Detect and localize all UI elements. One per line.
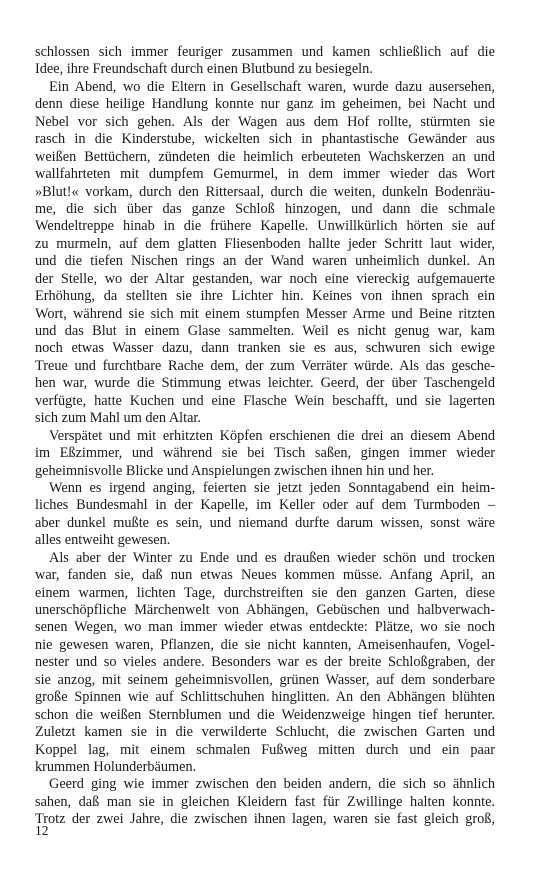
text-line: und das Blut in einem Glase sammelten. Weil es nicht genug war, kam bbox=[35, 323, 495, 339]
text-line: zu murmeln, auf dem glatten Fliesenboden hallte jeder Schritt laut wider, bbox=[35, 235, 495, 252]
text-line: »Blut!« vorkam, durch den Rittersaal, durch die weiten, dunkeln Bodenräu- bbox=[35, 183, 495, 200]
paragraph bbox=[35, 550, 495, 777]
text-line: denn diese heilige Handlung konnte nur ganz im geheimen, bei Nacht und bbox=[35, 96, 495, 113]
text-line: Idee, ihre Freundschaft durch einen Blutbund zu besiegeln. bbox=[35, 61, 373, 78]
text-line: sahen, daß man sie in gleichen Kleidern fast für Zwillinge halten konnte. bbox=[35, 793, 495, 810]
text-line: war, fanden sie, daß nun etwas Neues kommen müsse. Anfang April, an bbox=[35, 567, 495, 584]
text-line: sich zum Mahl um den Altar. bbox=[35, 410, 201, 427]
text-line: geheimnisvolle Blicke und Anspielungen zwischen ihnen hin und her. bbox=[35, 462, 435, 479]
text-line: Wenn es irgend anging, feierten sie jetzt jeden Sonntagabend ein heim- bbox=[49, 479, 495, 496]
text-line: Erhöhung, da stellten sie ihre Lichter hin. Keines von ihnen sprach ein bbox=[35, 288, 495, 305]
text-line: Treue und furchtbare Rache dem, der zum Verräter würde. Als das gesche- bbox=[35, 357, 495, 374]
paragraph bbox=[35, 428, 495, 480]
paragraph bbox=[35, 79, 495, 428]
text-line: Wendeltreppe hinab in die frühere Kapelle. Unwillkürlich hörten sie auf bbox=[35, 218, 495, 235]
text-line: Nebel vor sich gehen. Als der Wagen aus dem Hof rollte, stürmten sie bbox=[35, 113, 495, 130]
paragraph bbox=[35, 44, 495, 79]
body-text bbox=[35, 44, 495, 829]
text-line: einem warmen, lichten Tage, durchstreiften sie den ganzen Garten, diese bbox=[35, 584, 495, 601]
text-line: große Spinnen wie auf Schlittschuhen hinglitten. An den Abhängen blühten bbox=[35, 689, 495, 706]
page-number: 12 bbox=[35, 823, 49, 838]
text-line: nester und so vieles andere. Besonders war es der breite Schloßgraben, der bbox=[35, 654, 495, 671]
text-line: Verspätet und mit erhitzten Köpfen erschienen die drei an diesem Abend bbox=[49, 427, 495, 444]
text-line: Zuletzt kamen sie in die verwilderte Schlucht, die zwischen Garten und bbox=[35, 724, 495, 741]
text-line: der Stelle, wo der Altar gestanden, war noch eine viereckig aufgemauerte bbox=[35, 270, 495, 287]
text-line: Trotz der zwei Jahre, die zwischen ihnen lagen, waren sie fast gleich groß, bbox=[35, 811, 495, 828]
text-line: wallfahrteten mit dumpfem Gemurmel, in dem immer wieder das Wort bbox=[35, 166, 495, 183]
text-line: alles entweiht gewesen. bbox=[35, 532, 171, 549]
text-line: Wort, während sie sich mit einem stumpfen Messer Arme und Beine ritzten bbox=[35, 305, 495, 322]
text-line: hen war, wurde die Stimmung etwas leichter. Geerd, der über Taschengeld bbox=[35, 375, 495, 392]
text-line: und die tiefen Nischen rings an der Wand waren unheimlich dunkel. An bbox=[35, 253, 495, 270]
text-line: aber dunkel mußte es sein, und niemand durfte darum wissen, sonst wäre bbox=[35, 514, 495, 531]
text-line: Als aber der Winter zu Ende und es draußen wieder schön und trocken bbox=[49, 549, 495, 566]
paragraph bbox=[35, 480, 495, 550]
text-line: im Eßzimmer, und während sie bei Tisch saßen, gingen immer wieder bbox=[35, 445, 495, 462]
text-line: unerschöpfliche Märchenwelt von Abhängen, Gebüschen und halbverwach- bbox=[35, 602, 495, 618]
text-line: senen Wegen, wo man immer wieder etwas entdeckte: Plätze, wo sie noch bbox=[35, 619, 495, 636]
text-line: me, die sich über das ganze Schloß hinzogen, und dann die schmale bbox=[35, 200, 495, 217]
text-line: Koppel lag, mit einem schmalen Fußweg mitten durch und ein paar bbox=[35, 741, 495, 758]
text-line: Geerd ging wie immer zwischen den beiden andern, die sich so ähnlich bbox=[49, 776, 495, 793]
text-line: noch etwas Wasser dazu, dann tranken sie es aus, schwuren sich ewige bbox=[35, 340, 495, 357]
text-line: weißen Bettüchern, zündeten die heimlich erbeuteten Wachskerzen an und bbox=[35, 148, 495, 165]
text-line: schlossen sich immer feuriger zusammen und kamen schließlich auf die bbox=[35, 44, 495, 60]
text-line: Ein Abend, wo die Eltern in Gesellschaft waren, wurde dazu ausersehen, bbox=[49, 78, 495, 95]
text-line: sie anzog, mit seinem geheimnisvollen, grünen Wasser, auf dem sonderbare bbox=[35, 671, 495, 688]
text-line: liches Bundesmahl in der Kapelle, im Keller oder auf dem Turmboden – bbox=[35, 497, 495, 514]
text-line: krummen Holunderbäumen. bbox=[35, 758, 197, 775]
text-line: schon die weißen Sternblumen und die Weidenzweige hingen tief herunter. bbox=[35, 706, 495, 723]
text-line: rasch in die Kinderstube, wickelten sich in phantastische Gewänder aus bbox=[35, 131, 495, 148]
text-line: verfügte, hatte Kuchen und eine Flasche Wein beschafft, und sie lagerten bbox=[35, 392, 495, 409]
text-line: nie gewesen waren, Pflanzen, die sie nicht kannten, Ameisenhaufen, Vogel- bbox=[35, 636, 495, 653]
paragraph bbox=[35, 776, 495, 828]
